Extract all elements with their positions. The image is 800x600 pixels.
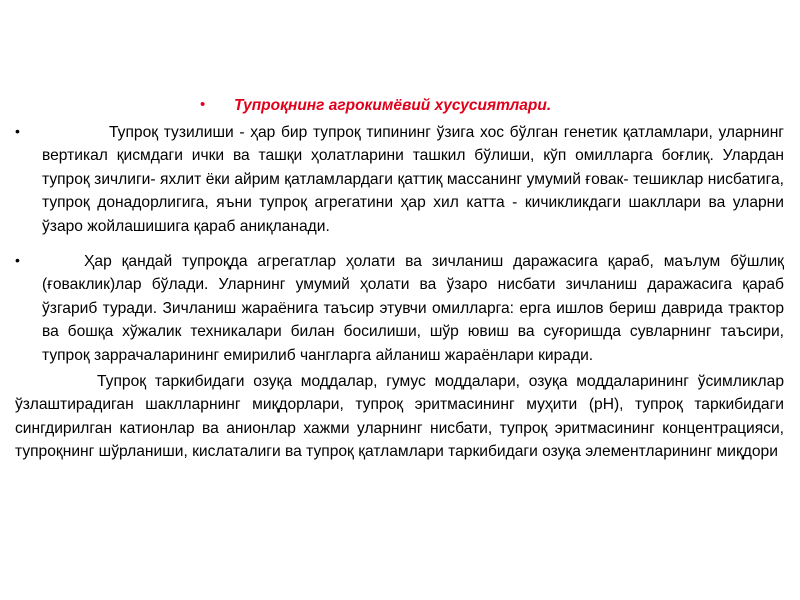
heading-bullet-icon: • — [200, 96, 206, 113]
paragraph-soil-nutrients: Тупроқ таркибидаги озуқа моддалар, гумус моддалари, озуқа моддаларининг ўсимликлар ўзлаштирадиган шаклларнинг миқдорлари, тупроқ эритмасининг муҳити (рН), тупроқ таркибидаги сингдирилган катионлар ва анионлар хажми уларнинг нисбати, тупроқ эритмасининг концентрацияси, тупроқнинг шўрланиши, кислаталиги ва тупроқ қатламлари таркибидаги озуқа элементларининг миқдори — [15, 373, 784, 461]
bullet-icon: • — [15, 123, 20, 139]
paragraph-soil-compaction: Ҳар қандай тупроқда агрегатлар ҳолати ва зичланиш даражасига қараб, маълум бўшлиқ (ғоваклик)лар бўлади. Уларнинг умумий ҳолати ва ўзаро нисбати зичланиш даражасига қараб ўзгариб туради. Зичланиш жараёнига таъсир этувчи омилларга: ерга ишлов бериш даврида трактор ва бошқа хўжалик техникалари билан босилиши, шўр ювиш ва суғоришда сувларнинг таъсири, тупроқ заррачаларининг емирилиб чангларга айланиш жараёнлари киради. — [42, 253, 784, 364]
slide-heading — [200, 95, 760, 119]
heading-title: Тупроқнинг агрокимёвий хусусиятлари. — [234, 97, 552, 114]
paragraph-soil-structure: Тупроқ тузилиши - ҳар бир тупроқ типининг ўзига хос бўлган генетик қатламлари, уларнинг вертикал қисмдаги ички ва ташқи ҳолатларини ташкил бўлиши, кўп омилларга боғлиқ. Улардан тупроқ зичлиги- яхлит ёки айрим қатламлардаги қаттиқ массанинг умумий ғовак- тешиклар нисбатига, тупроқ донадорлигига, яъни тупроқ агрегатини ҳар хил катта - кичикликдаги шакллари ва уларни ўзаро жойлашишига қараб аниқланади. — [42, 124, 784, 235]
bullet-icon: • — [15, 252, 20, 268]
